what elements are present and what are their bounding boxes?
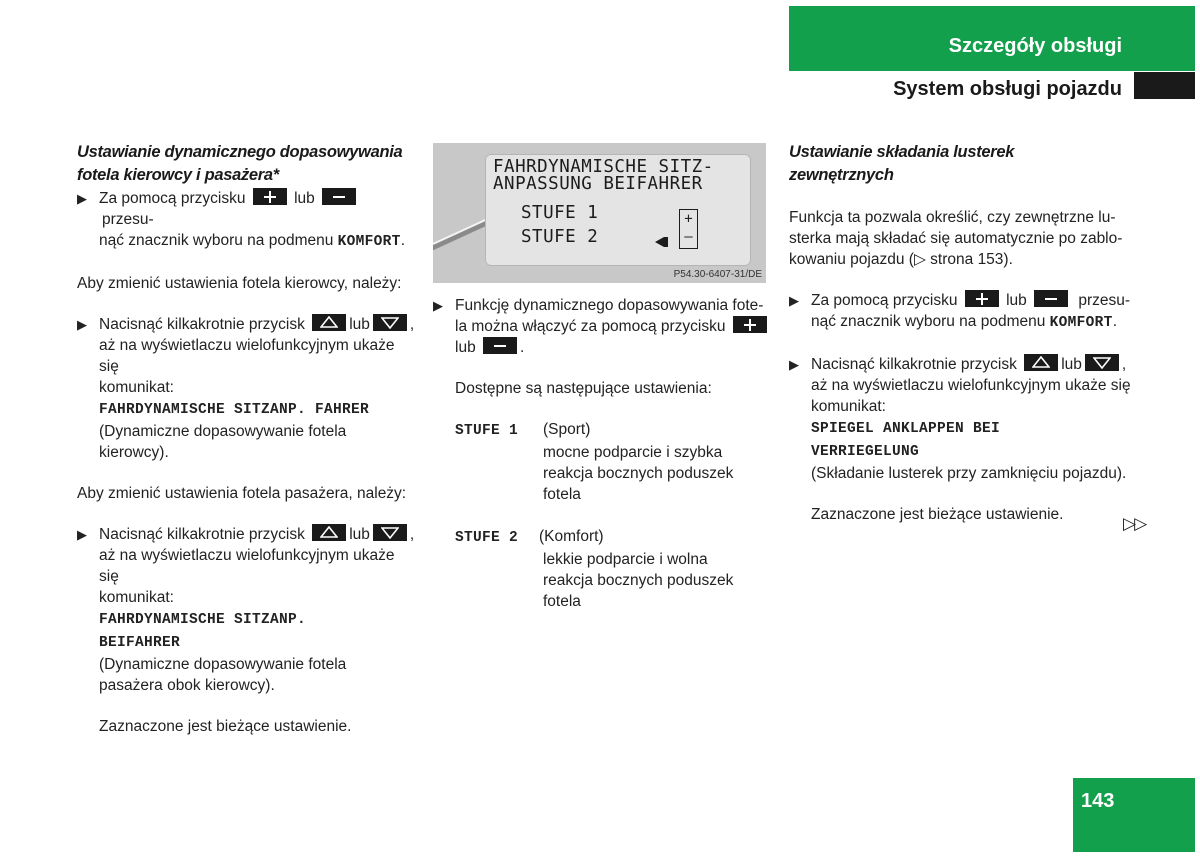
left-step-3: ▶ Nacisnąć kilkakrotnie przycisk lub , aż na wyświetlaczu wielofunkcyjnym ukaże się komunikat: FAHRDYNAMISCHE SITZANP. BEIFAHRER (Dynamiczne dopasowywanie fotela pasażera obok kierowcy). — [77, 526, 415, 694]
left-note: Zaznaczone jest bieżące ustawienie. — [99, 718, 352, 735]
left-step-1: ▶ Za pomocą przycisku lub przesu- nąć znacznik wyboru na podmenu KOMFORT. — [77, 190, 405, 250]
section-title: System obsługi pojazdu — [893, 78, 1122, 100]
right-step-2: ▶ Nacisnąć kilkakrotnie przycisk lub , aż na wyświetlaczu wielofunkcyjnym ukaże się komunikat: SPIEGEL ANKLAPPEN BEI VERRIEGELUNG (Składanie lusterek przy zamknięciu pojazdu). — [789, 356, 1131, 482]
display-line-2: ANPASSUNG BEIFAHRER — [493, 174, 703, 194]
right-column — [789, 141, 1134, 525]
passenger-message-2: BEIFAHRER — [99, 635, 181, 651]
available-intro: Dostępne są następujące ustawienia: — [455, 380, 712, 397]
continue-arrows-icon: ▷▷ — [1123, 514, 1146, 533]
minus-button-icon — [1034, 290, 1068, 307]
bullet-arrow-icon: ▶ — [77, 317, 87, 332]
multifunction-display — [485, 154, 751, 266]
plus-button-icon — [733, 316, 767, 333]
left-column — [77, 141, 417, 737]
right-heading: Ustawianie składania lusterek zewnętrznych — [789, 143, 1015, 184]
setting-stufe-2: STUFE 2 (Komfort) lekkie podparcie i wolna reakcja bocznych poduszek fotela — [455, 528, 734, 610]
mirror-message-1: SPIEGEL ANKLAPPEN BEI — [811, 421, 1001, 437]
mirror-message-2: VERRIEGELUNG — [811, 444, 920, 460]
display-illustration — [433, 143, 766, 283]
section-marker — [1134, 72, 1195, 99]
display-stufe-1: STUFE 1 — [521, 203, 599, 223]
up-button-icon — [312, 314, 346, 331]
minus-button-icon — [322, 188, 356, 205]
bullet-arrow-icon: ▶ — [789, 357, 799, 372]
left-step-2: ▶ Nacisnąć kilkakrotnie przycisk lub , aż na wyświetlaczu wielofunkcyjnym ukaże się komunikat: FAHRDYNAMISCHE SITZANP. FAHRER (Dynamiczne dopasowywanie fotela kierowcy). — [77, 316, 415, 461]
chapter-tab — [789, 6, 1195, 71]
passenger-intro: Aby zmienić ustawienia fotela pasażera, należy: — [77, 485, 407, 502]
page-number-tab — [1073, 778, 1195, 852]
down-button-icon — [373, 314, 407, 331]
chapter-title: Szczegóły obsługi — [948, 35, 1122, 57]
figure-code: P54.30-6407-31/DE — [673, 269, 762, 280]
bullet-arrow-icon: ▶ — [789, 293, 799, 308]
driver-intro: Aby zmienić ustawienia fotela kierowcy, należy: — [77, 275, 402, 292]
selection-marker-icon — [655, 236, 669, 248]
middle-step: ▶ Funkcję dynamicznego dopasowywania fote- la można włączyć za pomocą przycisku lub . — [433, 295, 773, 358]
bullet-arrow-icon: ▶ — [77, 191, 87, 206]
page-reference-icon: ▷ — [913, 251, 926, 268]
right-note: Zaznaczone jest bieżące ustawienie. — [811, 506, 1064, 523]
left-heading: Ustawianie dynamicznego dopasowywania fotela kierowcy i pasażera* — [77, 143, 403, 184]
page-number: 143 — [1081, 790, 1115, 812]
plus-button-icon — [253, 188, 287, 205]
down-button-icon — [373, 524, 407, 541]
bullet-arrow-icon: ▶ — [433, 298, 443, 313]
level-indicator: + – — [679, 209, 698, 249]
up-button-icon — [1024, 354, 1058, 371]
setting-stufe-1: STUFE 1 (Sport) mocne podparcie i szybka reakcja bocznych poduszek fotela — [455, 421, 734, 503]
display-stufe-2: STUFE 2 — [521, 227, 599, 247]
right-intro: Funkcja ta pozwala określić, czy zewnętrzne lu- sterka mają składać się automatycznie po zablo- kowaniu pojazdu (▷ strona 153). — [789, 209, 1123, 268]
right-step-1: ▶ Za pomocą przycisku lub przesu- nąć znacznik wyboru na podmenu KOMFORT. — [789, 292, 1131, 331]
up-button-icon — [312, 524, 346, 541]
display-line-1: FAHRDYNAMISCHE SITZ- — [493, 157, 714, 177]
passenger-message-1: FAHRDYNAMISCHE SITZANP. — [99, 612, 307, 628]
middle-column — [433, 295, 773, 612]
plus-button-icon — [965, 290, 999, 307]
bullet-arrow-icon: ▶ — [77, 527, 87, 542]
driver-message: FAHRDYNAMISCHE SITZANP. FAHRER — [99, 402, 370, 418]
down-button-icon — [1085, 354, 1119, 371]
minus-button-icon — [483, 337, 517, 354]
